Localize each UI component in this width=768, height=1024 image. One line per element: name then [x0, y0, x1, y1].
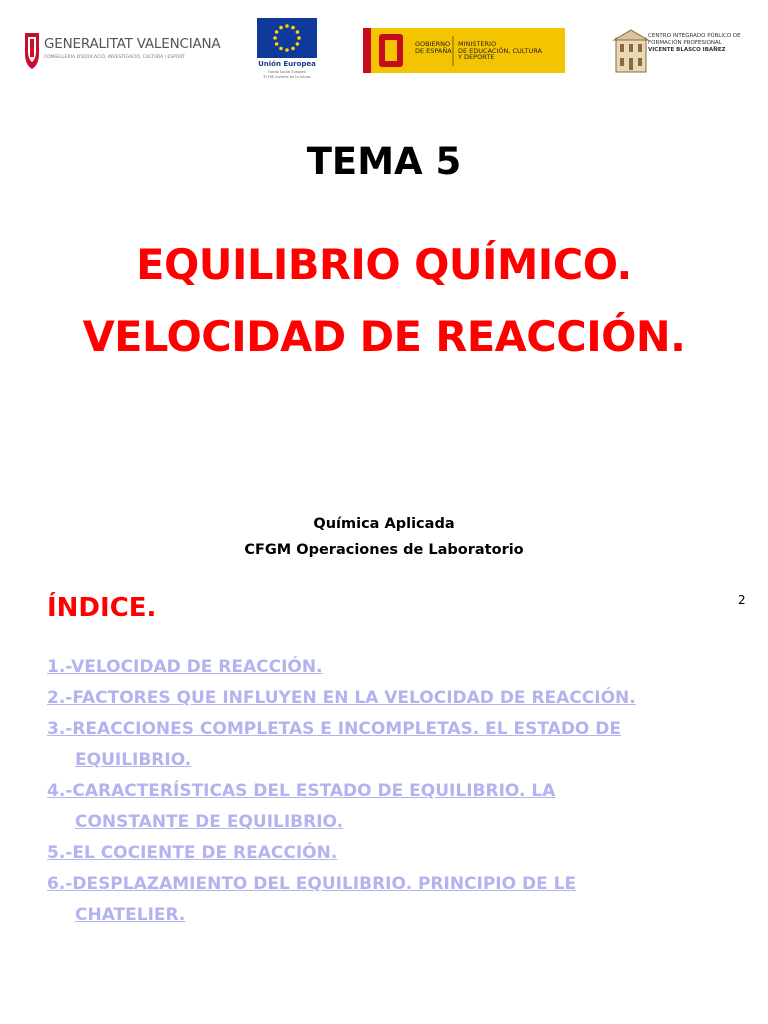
toc-item — [47, 838, 757, 869]
gobierno-logo — [363, 28, 565, 73]
gobierno-label — [415, 41, 452, 54]
document-title-line-1: EQUILIBRIO QUÍMICO. — [136, 240, 632, 289]
eu-logo — [255, 18, 319, 90]
eu-flag-icon — [255, 18, 319, 60]
ministerio-line-2: DE EDUCACIÓN, CULTURA — [458, 46, 542, 55]
course-name: CFGM Operaciones de Laboratorio — [244, 542, 524, 558]
eu-subtitle-2: El FSE invierte en tu futuro — [263, 75, 311, 79]
index-heading: ÍNDICE. — [47, 593, 157, 623]
toc-link-1[interactable]: 1.-VELOCIDAD DE REACCIÓN. — [47, 657, 323, 677]
table-of-contents — [47, 652, 757, 931]
generalitat-emblem-icon — [22, 31, 42, 71]
generalitat-logo — [22, 28, 221, 73]
toc-link-6[interactable]: 6.-DESPLAZAMIENTO DEL EQUILIBRIO. PRINCIPIO DE LE — [47, 874, 577, 894]
ministerio-label — [458, 41, 542, 61]
generalitat-name: GENERALITAT VALENCIANA — [44, 36, 221, 52]
building-icon — [612, 28, 652, 74]
toc-link-2[interactable]: 2.-FACTORES QUE INFLUYEN EN LA VELOCIDAD DE REACCIÓN. — [47, 688, 636, 708]
toc-link-4[interactable]: 4.-CARACTERÍSTICAS DEL ESTADO DE EQUILIBRIO. LA — [47, 781, 556, 801]
cipfp-line-2: FORMACIÓN PROFESIONAL — [648, 40, 722, 46]
toc-link-5[interactable]: 5.-EL COCIENTE DE REACCIÓN. — [47, 843, 338, 863]
toc-link-3[interactable]: 3.-REACCIONES COMPLETAS E INCOMPLETAS. EL ESTADO DE — [47, 719, 622, 739]
toc-item — [47, 869, 757, 931]
generalitat-subtitle: CONSELLERIA D'EDUCACIÓ, INVESTIGACIÓ, CULTURA I ESPORT — [44, 55, 185, 60]
cipfp-label — [648, 33, 741, 54]
toc-link-6-continued[interactable]: CHATELIER. — [75, 905, 186, 925]
eu-label: Unión Europea — [258, 60, 316, 68]
toc-item — [47, 714, 757, 776]
gobierno-line-2: DE ESPAÑA — [415, 46, 452, 55]
ministerio-line-1: MINISTERIO — [458, 40, 497, 48]
toc-item — [47, 683, 757, 714]
ministerio-line-3: Y DEPORTE — [458, 53, 495, 61]
toc-item — [47, 652, 757, 683]
document-title-line-2: VELOCIDAD DE REACCIÓN. — [82, 312, 686, 361]
cipfp-logo — [612, 28, 752, 74]
course-info — [0, 511, 768, 563]
toc-item — [47, 776, 757, 838]
toc-link-4-continued[interactable]: CONSTANTE DE EQUILIBRIO. — [75, 812, 344, 832]
cipfp-line-3: VICENTE BLASCO IBAÑEZ — [648, 47, 726, 53]
page-number: 2 — [738, 593, 746, 607]
cipfp-line-1: CENTRO INTEGRADO PÚBLICO DE — [648, 33, 741, 39]
subject-name: Química Aplicada — [313, 516, 455, 532]
eu-subtitle-1: Fondo Social Europeo — [268, 70, 306, 74]
toc-link-3-continued[interactable]: EQUILIBRIO. — [75, 750, 192, 770]
logo-bar — [0, 0, 768, 100]
gobierno-line-1: GOBIERNO — [415, 40, 451, 48]
tema-heading: TEMA 5 — [306, 140, 462, 183]
